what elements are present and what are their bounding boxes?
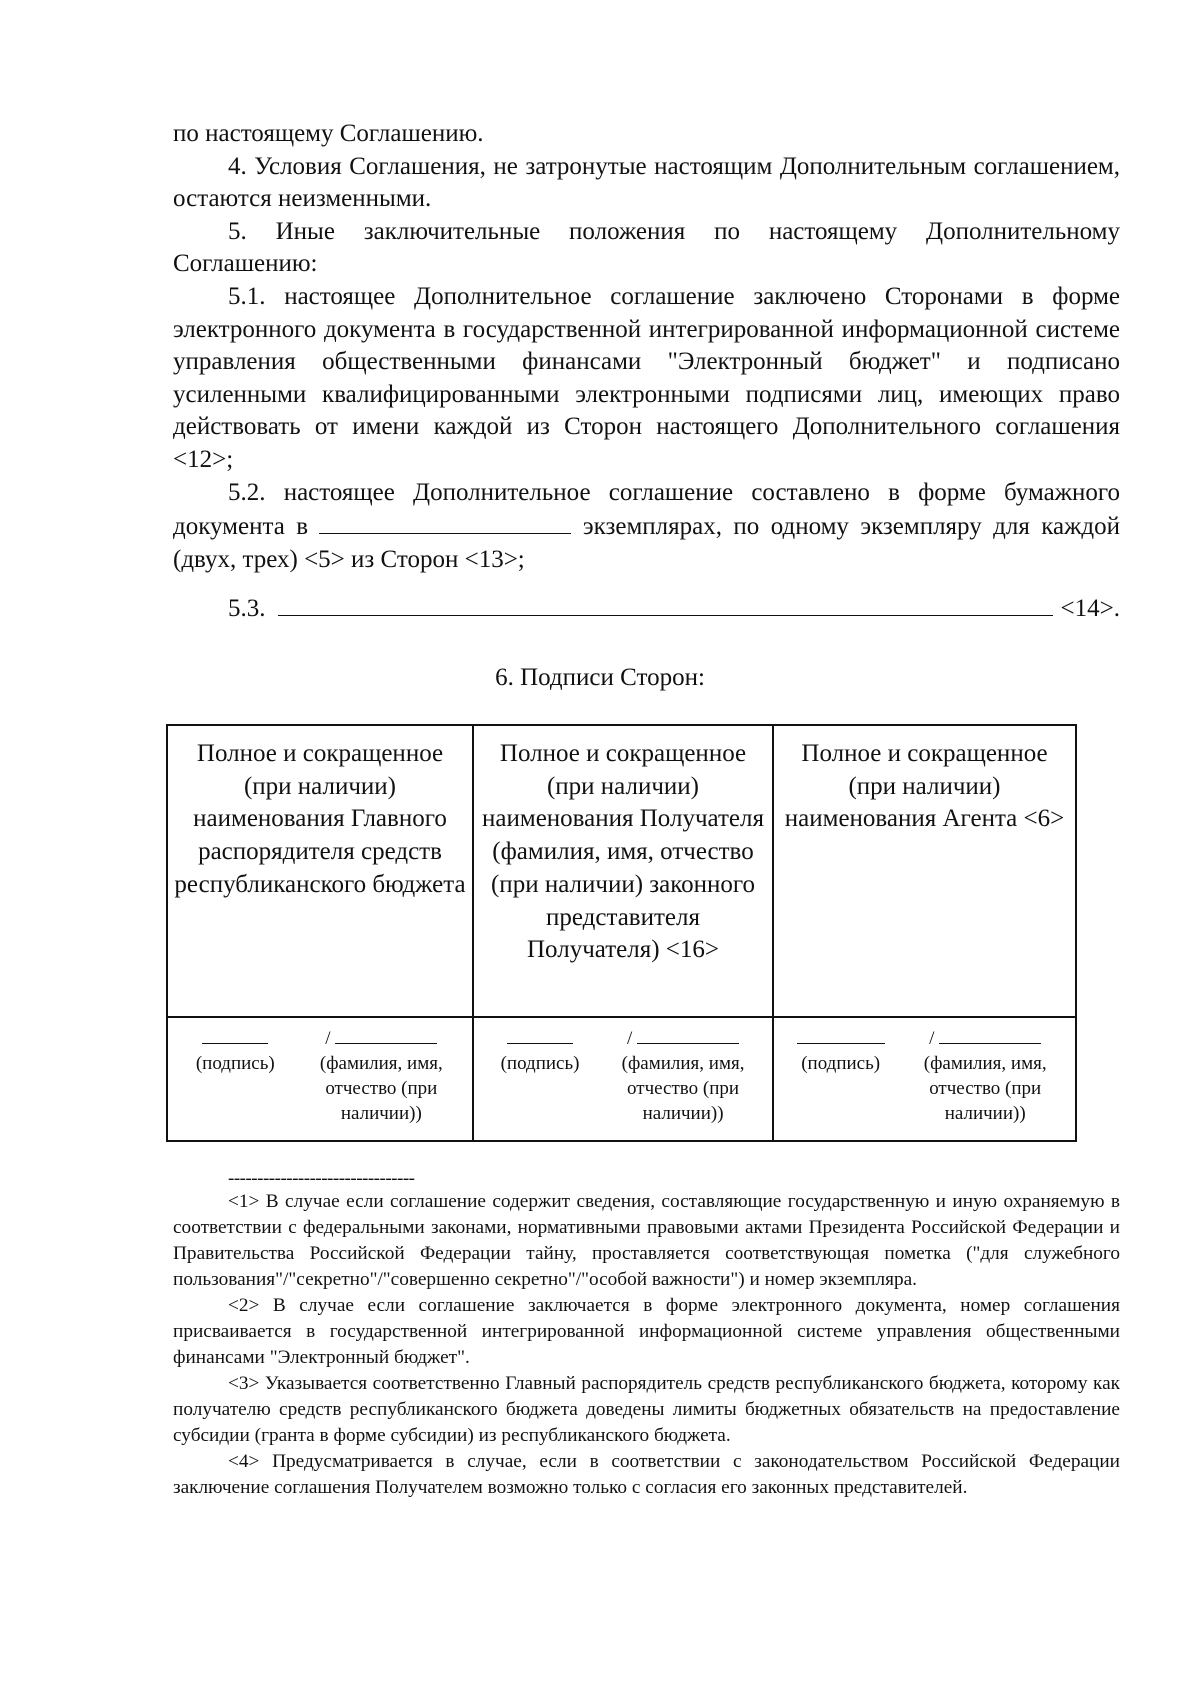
signatures-sign-row <box>167 1017 1076 1141</box>
agent-header: Полное и сокращенное (при наличии) наименования Агента <6> <box>773 725 1076 1017</box>
paragraph-5-2-start: 5.2. настоящее Дополнительное соглашение составлено в форме бумажного документа в <box>173 478 1120 541</box>
paragraph-5-3-number: 5.3. <box>228 595 266 622</box>
footnote-separator: -------------------------------- <box>228 1168 415 1189</box>
recipient-header: Полное и сокращенное (при наличии) наименования Получателя (фамилия, имя, отчество (при наличии) законного представителя Получателя) <16> <box>473 725 773 1017</box>
signature-line <box>202 1029 268 1044</box>
signatures-header-row <box>167 725 1076 1017</box>
name-label: (фамилия, имя, отчество (при наличии)) <box>923 1053 1047 1124</box>
name-line <box>637 1029 739 1044</box>
name-line <box>335 1029 437 1044</box>
name-label: (фамилия, имя, отчество (при наличии)) <box>621 1053 745 1124</box>
recipient-signature-cell <box>473 1017 773 1141</box>
slash: / <box>627 1028 633 1049</box>
paragraph-5-2 <box>173 477 1120 577</box>
paragraph-5-3-blank-field <box>278 593 1053 616</box>
signature-line <box>797 1029 885 1044</box>
paragraph-5-3 <box>228 593 1120 625</box>
slash: / <box>929 1028 935 1049</box>
paragraph-5: 5. Иные заключительные положения по настоящему Дополнительному Соглашению: <box>173 217 1120 278</box>
chief-administrator-header: Полное и сокращенное (при наличии) наименования Главного распорядителя средств республиканского бюджета <box>167 725 473 1017</box>
signature-label: (подпись) <box>500 1053 580 1074</box>
signatures-table <box>166 724 1077 1142</box>
copies-blank-field <box>319 509 571 534</box>
agreement-body <box>173 118 1120 576</box>
slash: / <box>325 1028 331 1049</box>
name-line <box>939 1029 1041 1044</box>
footnotes <box>173 1189 1120 1501</box>
footnote-1: <1> В случае если соглашение содержит сведения, составляющие государственную и иную охраняемую в соответствии с федеральными законами, нормативными правовыми актами Президента Российской Федерации и Правительства Российской Федерации тайну, проставляется соответствующая пометка ("для служебного пользования"/"секретно"/"совершенно секретно"/"особой важности") и номер экземпляра. <box>173 1191 1120 1290</box>
signature-label: (подпись) <box>801 1053 881 1074</box>
paragraph-4: 4. Условия Соглашения, не затронутые настоящим Дополнительным соглашением, остаются неизменными. <box>173 152 1120 213</box>
chief-administrator-signature-cell <box>167 1017 473 1141</box>
paragraph-5-3-footnote-ref: <14>. <box>1060 595 1120 622</box>
paragraph-5-1: 5.1. настоящее Дополнительное соглашение заключено Сторонами в форме электронного документа в государственной интегрированной информационной системе управления общественными финансами "Электронный бюджет" и подписано усиленными квалифицированными электронными подписями лиц, имеющих право действовать от имени каждой из Сторон настоящего Дополнительного соглашения <12>; <box>173 282 1120 473</box>
agent-signature-cell <box>773 1017 1076 1141</box>
signature-label: (подпись) <box>195 1053 275 1074</box>
signature-line <box>507 1029 573 1044</box>
name-label: (фамилия, имя, отчество (при наличии)) <box>319 1053 443 1124</box>
paragraph-continuation: по настоящему Соглашению. <box>173 120 484 147</box>
paragraph-5-2-end: экземплярах, по одному экземпляру для каждой (двух, трех) <5> из Сторон <13>; <box>173 513 1121 573</box>
footnote-2: <2> В случае если соглашение заключается в форме электронного документа, номер соглашения присваивается в государственной интегрированной информационной системе управления общественными финансами "Электронный бюджет". <box>173 1295 1120 1368</box>
footnote-4: <4> Предусматривается в случае, если в соответствии с законодательством Российской Федерации заключение соглашения Получателем возможно только с согласия его законных представителей. <box>173 1451 1120 1498</box>
footnote-3: <3> Указывается соответственно Главный распорядитель средств республиканского бюджета, которому как получателю средств республиканского бюджета доведены лимиты бюджетных обязательств на предоставление субсидии (гранта в форме субсидии) из республиканского бюджета. <box>173 1373 1120 1446</box>
signatures-section-title: 6. Подписи Сторон: <box>495 664 705 691</box>
